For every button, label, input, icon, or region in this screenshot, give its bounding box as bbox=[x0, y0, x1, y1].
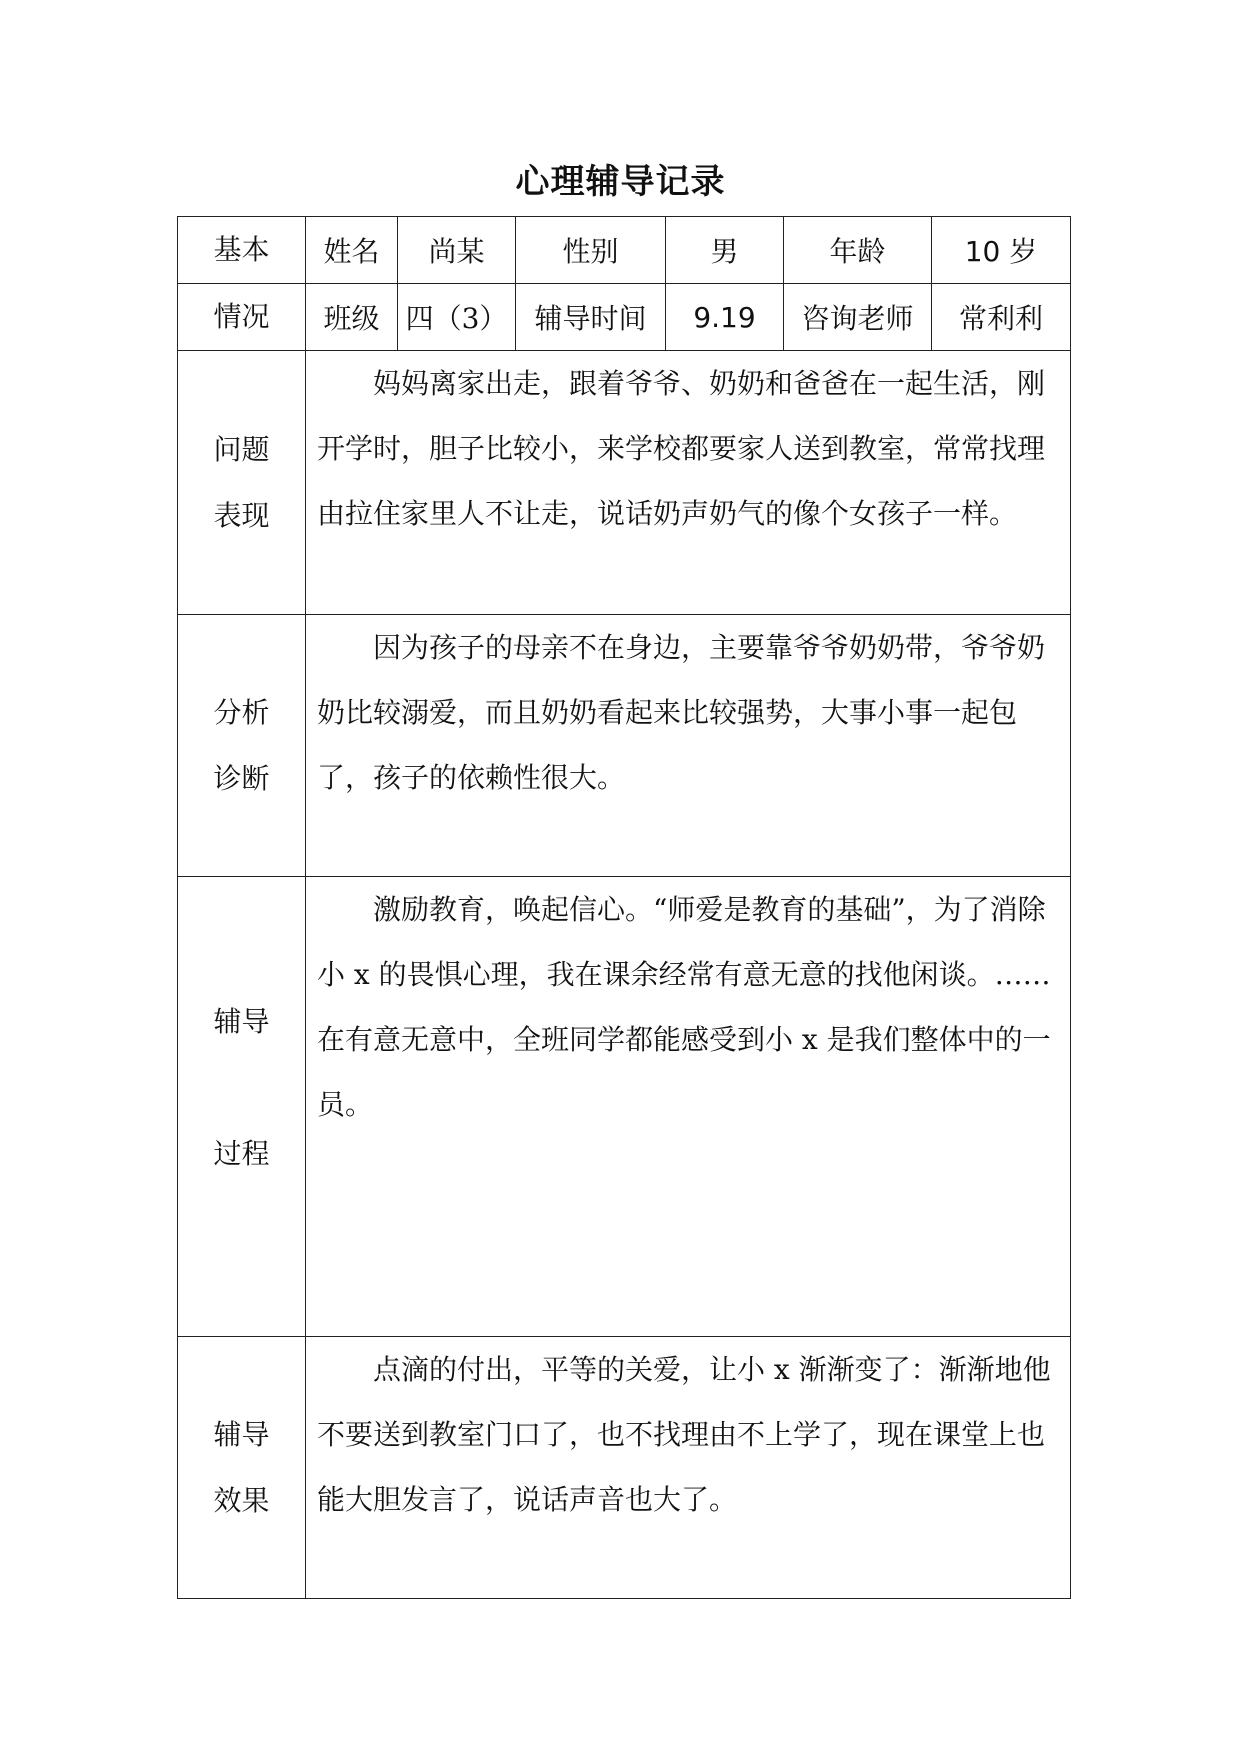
gender-value: 男 bbox=[666, 217, 784, 284]
process-label-line1: 辅导 bbox=[213, 1005, 270, 1038]
basic-info-label-line1: 基本 bbox=[213, 233, 270, 266]
effect-cell bbox=[306, 1337, 1071, 1599]
process-cell bbox=[306, 877, 1071, 1337]
effect-label-line2: 效果 bbox=[213, 1483, 270, 1517]
age-value: 10 岁 bbox=[932, 217, 1071, 284]
basic-info-label-2 bbox=[178, 284, 306, 351]
analysis-cell bbox=[306, 615, 1071, 877]
teacher-label: 咨询老师 bbox=[784, 284, 932, 351]
problem-text: 妈妈离家出走，跟着爷爷、奶奶和爸爸在一起生活，刚开学时，胆子比较小，来学校都要家人送到教室，常常找理由拉住家里人不让走，说话奶声奶气的像个女孩子一样。 bbox=[317, 367, 1046, 530]
gender-label: 性别 bbox=[516, 217, 666, 284]
problem-label-line2: 表现 bbox=[213, 498, 270, 532]
process-label-line2: 过程 bbox=[213, 1137, 270, 1170]
name-value: 尚某 bbox=[398, 217, 516, 284]
process-label bbox=[178, 877, 306, 1337]
analysis-label-line1: 分析 bbox=[213, 695, 270, 729]
effect-label-line1: 辅导 bbox=[213, 1417, 270, 1451]
effect-text: 点滴的付出，平等的关爱，让小 x 渐渐变了：渐渐地他不要送到教室门口了，也不找理由不上学了，现在课堂上也能大胆发言了，说话声音也大了。 bbox=[317, 1353, 1051, 1516]
effect-row bbox=[178, 1337, 1071, 1599]
name-label: 姓名 bbox=[306, 217, 398, 284]
process-label-gap bbox=[178, 1055, 305, 1121]
class-label: 班级 bbox=[306, 284, 398, 351]
process-row bbox=[178, 877, 1071, 1337]
problem-row bbox=[178, 351, 1071, 615]
problem-label bbox=[178, 351, 306, 615]
problem-cell bbox=[306, 351, 1071, 615]
page-title: 心理辅导记录 bbox=[515, 162, 726, 202]
analysis-text: 因为孩子的母亲不在身边，主要靠爷爷奶奶带，爷爷奶奶比较溺爱，而且奶奶看起来比较强势，大事小事一起包了，孩子的依赖性很大。 bbox=[317, 631, 1046, 794]
basic-info-label-line2: 情况 bbox=[213, 300, 270, 333]
time-label: 辅导时间 bbox=[516, 284, 666, 351]
record-table bbox=[177, 216, 1071, 1599]
process-text: 激励教育，唤起信心。“师爱是教育的基础”，为了消除小 x 的畏惧心理，我在课余经常有意无意的找他闲谈。……在有意无意中，全班同学都能感受到小 x 是我们整体中的一员。 bbox=[317, 893, 1051, 1121]
analysis-label bbox=[178, 615, 306, 877]
effect-label bbox=[178, 1337, 306, 1599]
time-value: 9.19 bbox=[666, 284, 784, 351]
analysis-label-line2: 诊断 bbox=[213, 761, 270, 795]
problem-label-line1: 问题 bbox=[213, 432, 270, 466]
teacher-value: 常利利 bbox=[932, 284, 1071, 351]
basic-info-label bbox=[178, 217, 306, 284]
analysis-row bbox=[178, 615, 1071, 877]
age-label: 年龄 bbox=[784, 217, 932, 284]
basic-row-1 bbox=[178, 217, 1071, 284]
class-value: 四（3） bbox=[398, 284, 516, 351]
basic-row-2 bbox=[178, 284, 1071, 351]
